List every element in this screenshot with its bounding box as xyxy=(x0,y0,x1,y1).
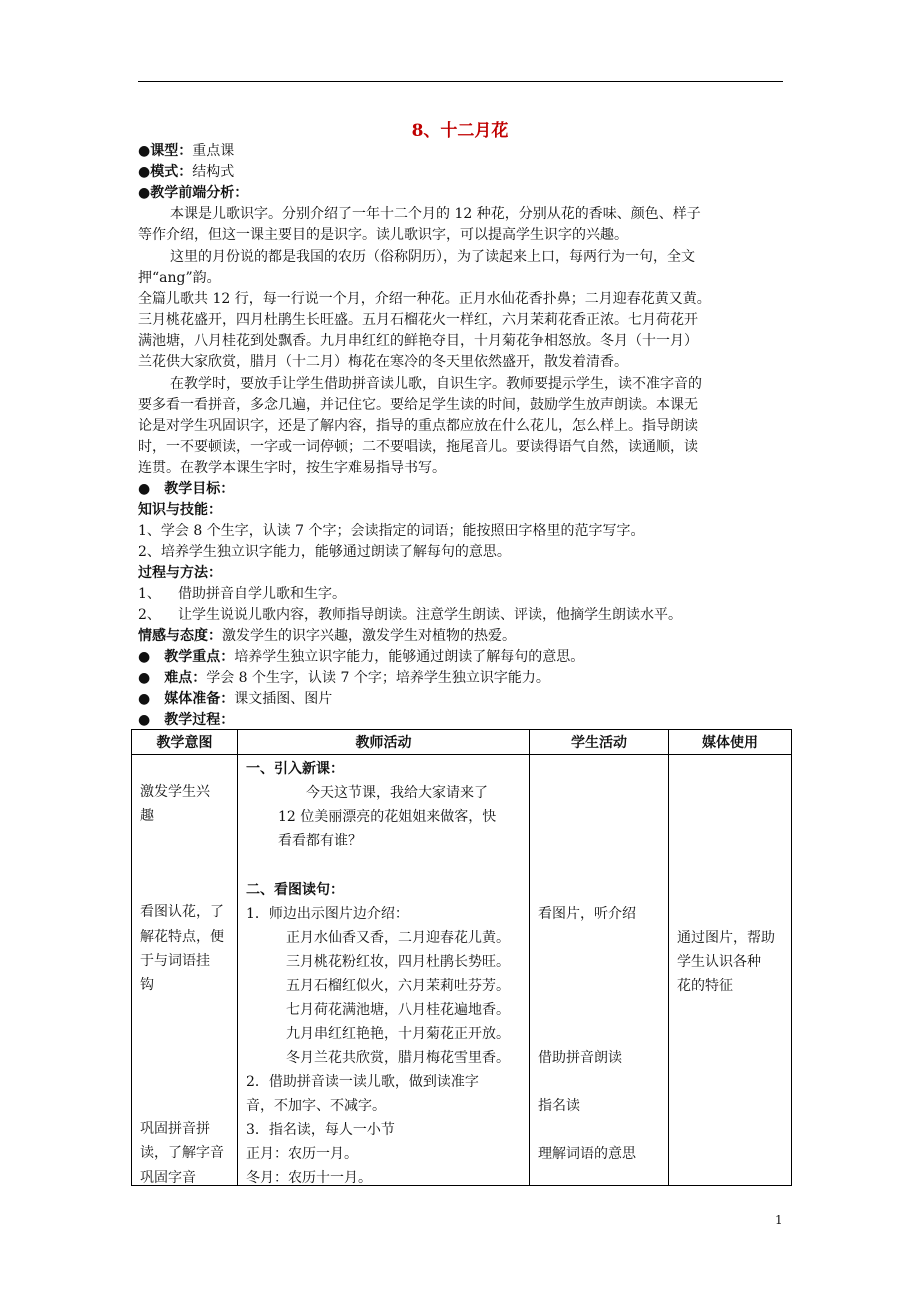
mode-value: 结构式 xyxy=(192,164,235,180)
header-rule xyxy=(138,81,783,82)
emotion-value: 激发学生的识字兴趣，激发学生对植物的热爱。 xyxy=(222,628,516,644)
process-item-number: 2、 xyxy=(138,607,161,623)
page-title: 8、十二月花 xyxy=(411,121,509,141)
table-header-cell: 教学意图 xyxy=(132,730,238,755)
media-text: 通过图片，帮助 xyxy=(677,930,775,946)
poem-line: 冬月兰花共欣赏，腊月梅花雪里香。 xyxy=(286,1050,510,1066)
poem-line: 五月石榴红似火，六月茉莉吐芬芳。 xyxy=(286,978,510,994)
teacher-text: 看看都有谁？ xyxy=(278,833,362,849)
difficulty-value: 学会 8 个生字，认读 7 个字；培养学生独立识字能力。 xyxy=(206,670,550,686)
intent-text: 读，了解字音 xyxy=(140,1145,224,1161)
poem-line: 正月水仙香又香，二月迎春花儿黄。 xyxy=(286,930,510,946)
media-row xyxy=(138,690,332,708)
difficulty-label: ● 难点： xyxy=(138,670,207,686)
process-item: 借助拼音自学儿歌和生字。 xyxy=(178,586,346,602)
emotion-row xyxy=(138,627,516,645)
teacher-text: 冬月：农历十一月。 xyxy=(246,1170,372,1186)
poem-line: 三月桃花粉红妆，四月杜鹃长势旺。 xyxy=(286,954,510,970)
intent-text: 于与词语挂 xyxy=(140,953,210,969)
teacher-cell-content xyxy=(238,755,529,1185)
intent-text: 看图认花，了 xyxy=(140,904,224,920)
table-header-cell: 学生活动 xyxy=(530,730,669,755)
process-heading: 过程与方法： xyxy=(138,565,222,581)
mode-label: ●模式： xyxy=(138,164,193,180)
analysis-heading: ●教学前端分析： xyxy=(138,185,249,201)
teacher-text: 3．指名读，每人一小节 xyxy=(246,1122,395,1138)
teacher-text: 今天这节课，我给大家请来了 xyxy=(306,785,488,801)
analysis-text: 满池塘，八月桂花到处飘香。九月串红红的鲜艳夺目，十月菊花争相怒放。冬月（十一月） xyxy=(138,333,698,349)
intent-text: 钩 xyxy=(140,977,154,993)
knowledge-heading: 知识与技能： xyxy=(138,502,222,518)
intent-cell xyxy=(132,755,238,1186)
section-title: 一、引入新课： xyxy=(246,761,344,777)
poem-line: 九月串红红艳艳，十月菊花正开放。 xyxy=(286,1026,510,1042)
analysis-text: 等作介绍，但这一课主要目的是识字。读儿歌识字，可以提高学生识字的兴趣。 xyxy=(138,227,628,243)
analysis-text: 兰花供大家欣赏，腊月（十二月）梅花在寒冷的冬天里依然盛开，散发着清香。 xyxy=(138,354,628,370)
teaching-process-heading: ● 教学过程： xyxy=(138,712,235,728)
analysis-text: 三月桃花盛开，四月杜鹃生长旺盛。五月石榴花火一样红，六月茉莉花香正浓。七月荷花开 xyxy=(138,312,698,328)
teaching-process-table xyxy=(131,729,792,1186)
teacher-cell xyxy=(238,755,530,1186)
mode-row xyxy=(138,163,234,181)
lesson-type-label: ●课型： xyxy=(138,143,193,159)
knowledge-item: 2、培养学生独立识字能力，能够通过朗读了解每句的意思。 xyxy=(138,544,511,560)
intent-text: 巩固拼音拼 xyxy=(140,1121,210,1137)
table-header-cell: 媒体使用 xyxy=(669,730,792,755)
teacher-text: 12 位美丽漂亮的花姐姐来做客，快 xyxy=(278,809,497,825)
analysis-text: 在教学时，要放手让学生借助拼音读儿歌，自识生字。教师要提示学生，读不准字音的 xyxy=(170,376,702,392)
teacher-text: 2．借助拼音读一读儿歌，做到读准字 xyxy=(246,1074,479,1090)
knowledge-item: 1、学会 8 个生字，认读 7 个字；会读指定的词语；能按照田字格里的范字写字。 xyxy=(138,523,645,539)
difficulty-row xyxy=(138,669,550,687)
analysis-text: 要多看一看拼音，多念几遍，并记住它。要给足学生读的时间，鼓励学生放声朗读。本课无 xyxy=(138,397,698,413)
intent-text: 巩固字音 xyxy=(140,1170,196,1186)
intent-text: 解花特点，便 xyxy=(140,929,224,945)
process-item: 让学生说说儿歌内容，教师指导朗读。注意学生朗读、评读，他摘学生朗读水平。 xyxy=(178,607,682,623)
student-cell xyxy=(530,755,669,1186)
teacher-text: 正月：农历一月。 xyxy=(246,1146,358,1162)
teacher-text: 1．师边出示图片边介绍： xyxy=(246,906,409,922)
process-item-number: 1、 xyxy=(138,586,161,602)
key-point-row xyxy=(138,648,584,666)
analysis-text: 连贯。在教学本课生字时，按生字难易指导书写。 xyxy=(138,460,446,476)
key-point-value: 培养学生独立识字能力，能够通过朗读了解每句的意思。 xyxy=(234,649,585,665)
analysis-text: 时，一不要顿读，一字或一词停顿；二不要唱读，拖尾音儿。要读得语气自然，读通顺，读 xyxy=(138,439,698,455)
student-cell-content xyxy=(530,755,668,1185)
media-label: ● 媒体准备： xyxy=(138,691,235,707)
student-text: 借助拼音朗读 xyxy=(538,1050,622,1066)
analysis-text: 本课是儿歌识字。分别介绍了一年十二个月的 12 种花，分别从花的香味、颜色、样子 xyxy=(170,206,701,222)
page-number: 1 xyxy=(775,1213,783,1227)
table-header-row xyxy=(132,730,792,755)
lesson-type-value: 重点课 xyxy=(192,143,235,159)
analysis-text: 论是对学生巩固识字，还是了解内容，指导的重点都应放在什么花儿，怎么样上。指导朗读 xyxy=(138,418,698,434)
lesson-type-row xyxy=(138,142,234,160)
analysis-text: 押“ang”韵。 xyxy=(138,270,221,286)
intent-text: 激发学生兴 xyxy=(140,784,210,800)
table-row xyxy=(132,755,792,1186)
media-value: 课文插图、图片 xyxy=(234,691,333,707)
intent-cell-content xyxy=(132,755,237,1185)
intent-text: 趣 xyxy=(140,808,154,824)
student-text: 看图片，听介绍 xyxy=(538,906,636,922)
student-text: 理解词语的意思 xyxy=(538,1146,636,1162)
analysis-text: 这里的月份说的都是我国的农历（俗称阴历），为了读起来上口，每两行为一句，全文 xyxy=(170,249,695,265)
teacher-text: 音，不加字、不减字。 xyxy=(246,1098,386,1114)
poem-line: 七月荷花满池塘，八月桂花遍地香。 xyxy=(286,1002,510,1018)
student-text: 指名读 xyxy=(538,1098,580,1114)
section-title: 二、看图读句： xyxy=(246,882,344,898)
table-header-cell: 教师活动 xyxy=(238,730,530,755)
media-text: 学生认识各种 xyxy=(677,954,761,970)
key-point-label: ● 教学重点： xyxy=(138,649,235,665)
media-text: 花的特征 xyxy=(677,978,733,994)
emotion-label: 情感与态度： xyxy=(138,628,222,644)
media-cell-content xyxy=(669,755,791,1185)
goals-heading: ● 教学目标： xyxy=(138,481,235,497)
media-cell xyxy=(669,755,792,1186)
analysis-text: 全篇儿歌共 12 行，每一行说一个月，介绍一种花。正月水仙花香扑鼻；二月迎春花黄又黄。 xyxy=(138,291,711,307)
